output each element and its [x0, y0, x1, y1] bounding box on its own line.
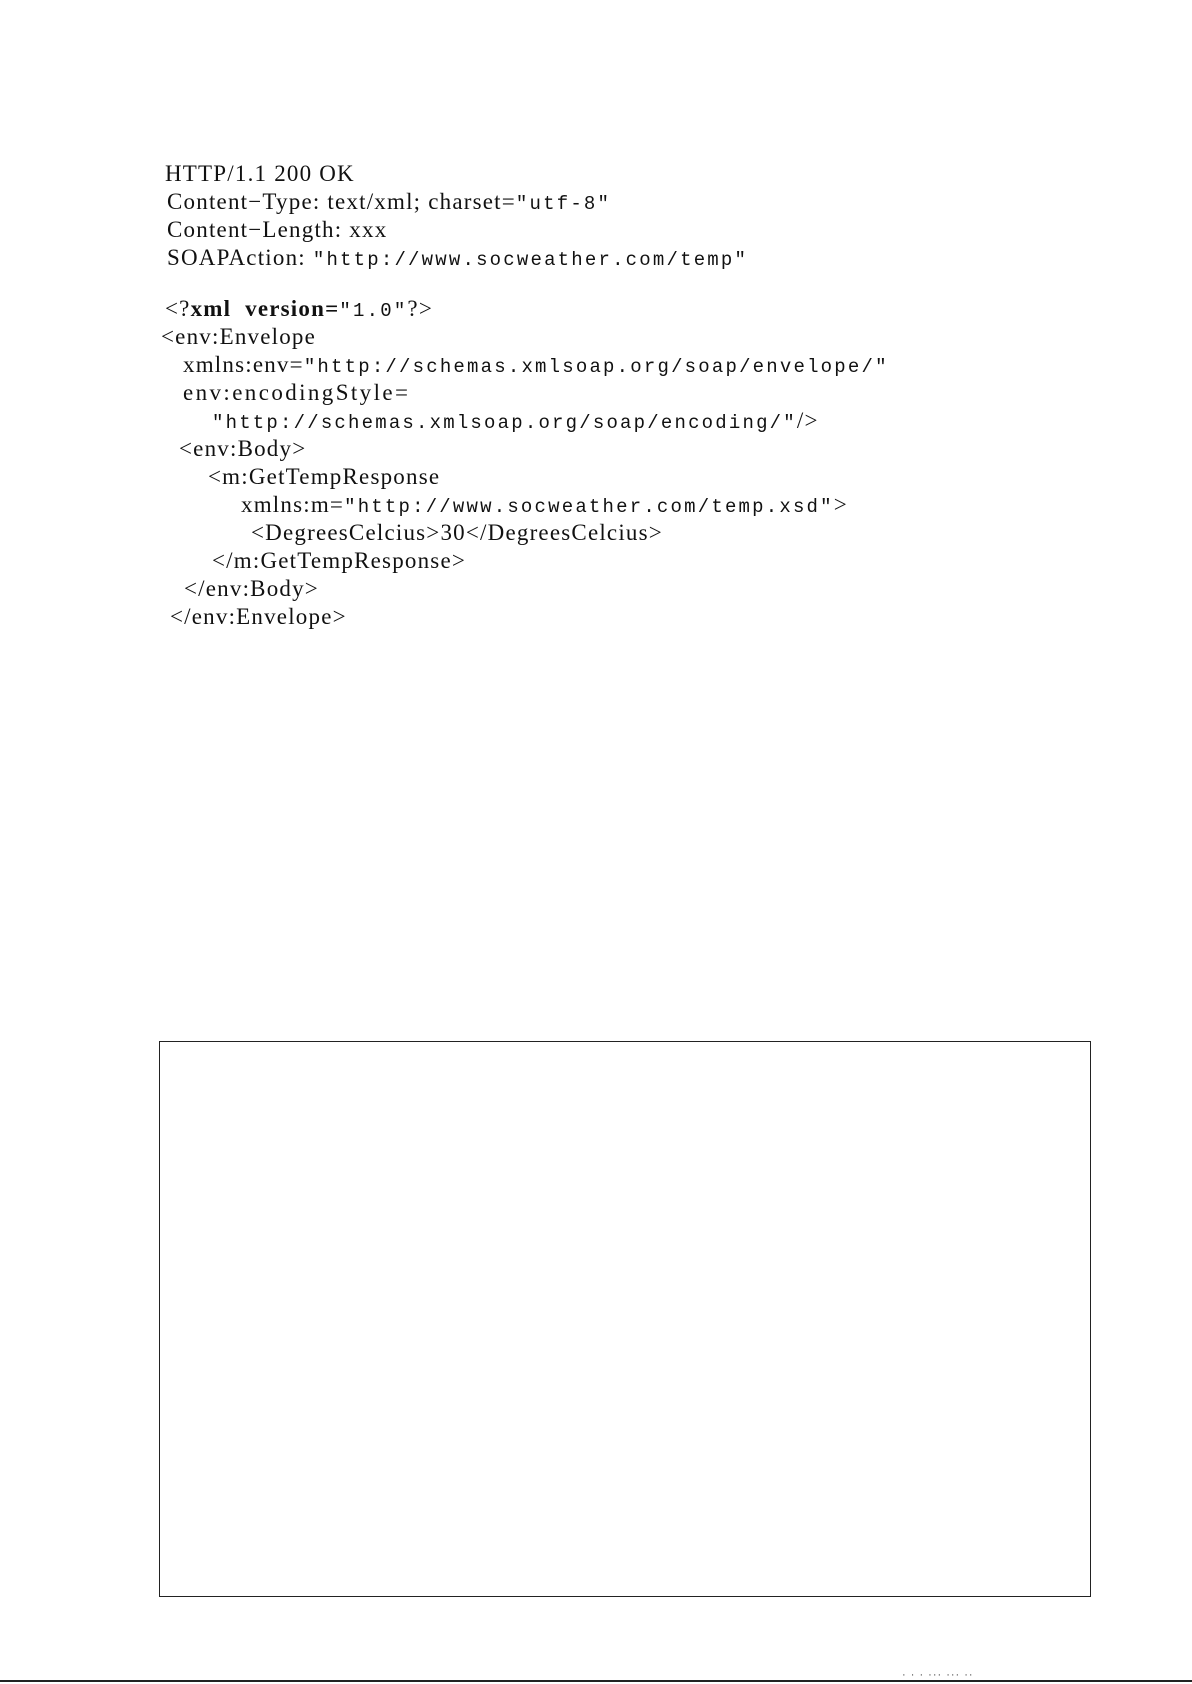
xml-version-value: "1.0" — [339, 300, 408, 322]
degrees-value: 30 — [440, 520, 466, 545]
xmlns-env-attr: xmlns:env= — [183, 352, 304, 377]
blank-line — [165, 272, 925, 295]
charset-label: charset= — [428, 189, 516, 214]
encoding-style-line: env:encodingStyle= — [183, 380, 411, 405]
envelope-close-tag: </env:Envelope> — [170, 604, 347, 629]
xml-declaration-open: <? — [165, 296, 191, 321]
degrees-close-tag: </DegreesCelcius> — [465, 520, 663, 545]
content-type-header — [167, 188, 927, 216]
xml-declaration-close: ?> — [407, 296, 434, 321]
content-length-header — [167, 216, 927, 244]
encoding-style-close: /> — [796, 408, 819, 433]
content-type-label: Content−Type: — [167, 189, 321, 214]
soapaction-header — [167, 244, 927, 272]
empty-answer-box — [159, 1041, 1091, 1597]
encoding-style-value-line — [212, 407, 972, 435]
xmlns-m-value: "http://www.socweather.com/temp.xsd" — [344, 496, 834, 518]
xml-declaration-keyword: xml version= — [190, 296, 340, 321]
soapaction-value: "http://www.socweather.com/temp" — [312, 249, 749, 271]
content-length-label: Content−Length: — [167, 217, 343, 242]
content-length-value: xxx — [349, 217, 388, 242]
page-footer-mark: · · · ··· ··· ·· — [902, 1669, 974, 1681]
body-close-tag: </env:Body> — [184, 576, 319, 601]
soapaction-label: SOAPAction: — [167, 245, 306, 270]
get-temp-response-open-tag: <m:GetTempResponse — [208, 464, 441, 489]
xmlns-env-line — [183, 351, 943, 379]
status-line: HTTP/1.1 200 OK — [165, 161, 355, 186]
soap-http-response-listing — [161, 160, 925, 631]
content-type-value: text/xml; — [327, 189, 422, 214]
xmlns-m-attr: xmlns:m= — [241, 492, 345, 517]
degrees-open-tag: <DegreesCelcius> — [251, 520, 441, 545]
xmlns-m-line — [241, 491, 1001, 519]
page-bottom-rule — [0, 1680, 1192, 1682]
xmlns-env-value: "http://schemas.xmlsoap.org/soap/envelope/" — [303, 356, 889, 378]
envelope-open-tag: <env:Envelope — [161, 324, 317, 349]
body-open-tag: <env:Body> — [179, 436, 307, 461]
degrees-celcius-line — [251, 519, 1011, 547]
xml-declaration — [165, 295, 925, 323]
encoding-style-value: "http://schemas.xmlsoap.org/soap/encoding/" — [212, 412, 797, 434]
charset-value: "utf-8" — [515, 193, 612, 215]
get-temp-response-close-tag: </m:GetTempResponse> — [212, 548, 467, 573]
xmlns-m-close: > — [833, 492, 848, 517]
